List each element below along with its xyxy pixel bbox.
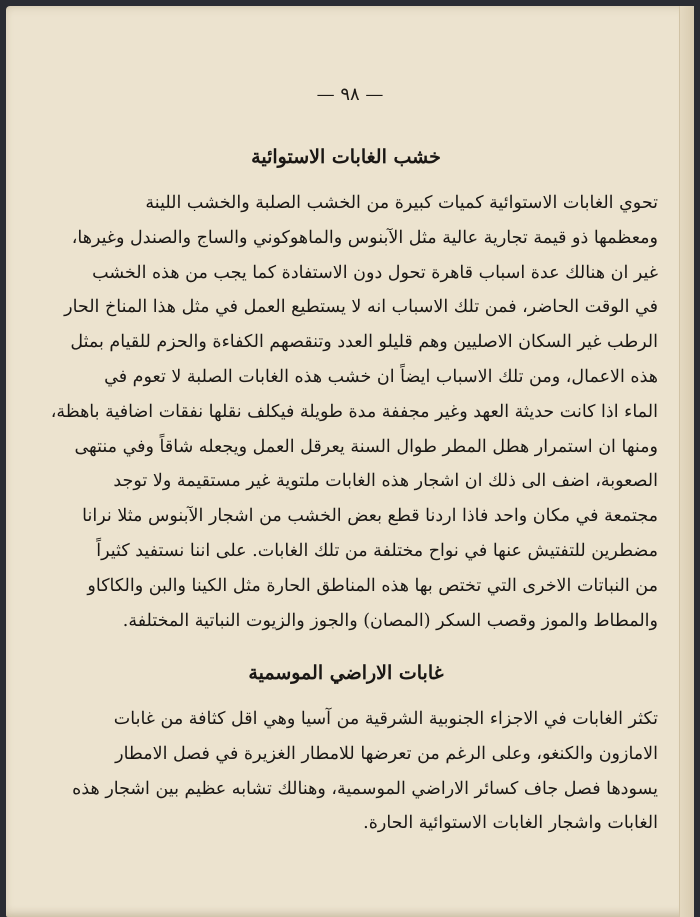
paragraph-tropical-wood [46,186,658,638]
text-line: في الوقت الحاضر، فمن تلك الاسباب انه لا يستطيع العمل في مثل هذا المناخ الحار [64,297,658,318]
section-heading-tropical-wood: خشب الغابات الاستوائية [251,146,441,168]
text-line: غير ان هنالك عدة اسباب قاهرة تحول دون الاستفادة كما يجب من هذه الخشب [92,262,658,283]
text-line: الغابات واشجار الغابات الاستوائية الحارة. [363,813,658,834]
book-page [6,6,694,917]
page-number: — ٩٨ — [316,84,384,105]
paragraph-monsoon-forests [46,702,658,841]
text-line: مضطرين للتفتيش عنها في نواح مختلفة من تلك الغابات. على اننا نستفيد كثيراً [96,540,658,561]
text-line: الامازون والكنغو، وعلى الرغم من تعرضها للامطار الغزيرة في فصل الامطار [115,743,658,764]
text-line: هذه الاعمال، ومن تلك الاسباب ايضاً ان خشب هذه الغابات الصلبة لا تعوم في [104,366,658,387]
page-edge [679,6,694,917]
text-line: والمطاط والموز وقصب السكر (المصان) والجوز والزيوت النباتية المختلفة. [122,610,658,631]
text-line: الماء اذا كانت حديثة العهد وغير مجففة مدة طويلة فيكلف نقلها نفقات اضافية باهظة، [50,401,658,422]
text-line: مجتمعة في مكان واحد فاذا اردنا قطع بعض الخشب من اشجار الآبنوس مثلا نرانا [82,506,658,527]
text-line: تحوي الغابات الاستوائية كميات كبيرة من الخشب الصلبة والخشب اللينة [145,193,658,213]
text-line: ومنها ان استمرار هطل المطر طوال السنة يعرقل العمل ويجعله شاقاً وفي منتهى [74,436,658,457]
text-line: الرطب غير السكان الاصليين وهم قليلو العدد وتنقصهم الكفاءة والحزم للقيام بمثل [70,332,658,353]
text-line: ومعظمها ذو قيمة تجارية عالية مثل الآبنوس والماهوكوني والساج والصندل وغيرها، [71,227,658,248]
text-line: تكثر الغابات في الاجزاء الجنوبية الشرقية من آسيا وهي اقل كثافة من غابات [113,709,658,729]
text-line: من النباتات الاخرى التي تختص بها هذه المناطق الحارة مثل الكينا والبن والكاكاو [87,575,658,596]
section-heading-monsoon-forests: غابات الاراضي الموسمية [248,662,444,684]
text-line: الصعوبة، اضف الى ذلك ان اشجار هذه الغابات ملتوية غير مستقيمة ولا توجد [113,471,658,492]
text-line: يسودها فصل جاف كسائر الاراضي الموسمية، وهنالك تشابه عظيم بين اشجار هذه [72,778,658,799]
